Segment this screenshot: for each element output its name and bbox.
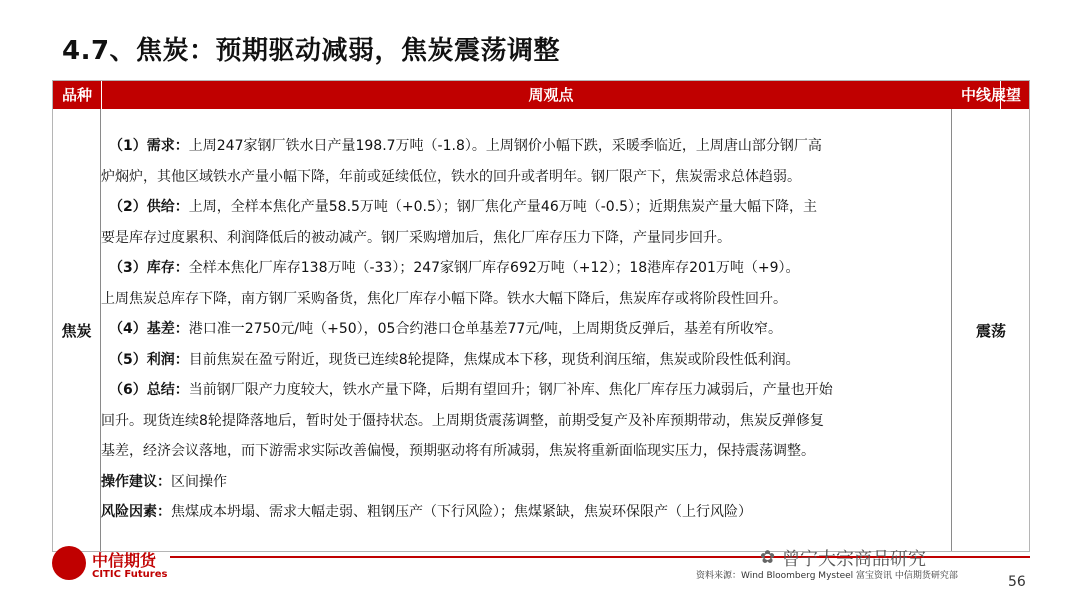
view-line	[101, 284, 949, 315]
logo-en-text: CITIC Futures	[92, 569, 168, 580]
header-variety: 品种	[61, 86, 92, 104]
view-line	[101, 467, 949, 498]
page-number: 56	[1008, 574, 1026, 590]
view-line	[101, 131, 949, 162]
line-text: 上周247家钢厂铁水日产量198.7万吨（-1.8）。上周钢价小幅下跌，采暖季临近，上周唐山部分钢厂高	[188, 138, 822, 154]
weekly-view-content	[101, 131, 949, 528]
line-text: 全样本焦化厂库存138万吨（-33）；247家钢厂库存692万吨（+12）；18港库存201万吨（+9）。	[188, 260, 800, 276]
line-text: 炉焖炉，其他区域铁水产量小幅下降，年前或延续低位，铁水的回升或者明年。钢厂限产下，焦炭需求总体趋弱。	[101, 168, 801, 185]
citic-logo-icon	[52, 546, 86, 580]
line-label: （5）利润：	[109, 351, 189, 368]
line-text: 上周，全样本焦化产量58.5万吨（+0.5）；钢厂焦化产量46万吨（-0.5）；近期焦炭产量大幅下降，主	[188, 199, 818, 215]
line-label: （2）供给：	[109, 199, 189, 215]
line-label: （6）总结：	[109, 382, 189, 398]
view-table	[52, 80, 1030, 552]
line-text: 基差，经济会议落地，而下游需求实际改善偏慢，预期驱动将有所减弱，焦炭将重新面临现实压力，保持震荡调整。	[101, 443, 815, 459]
line-label: （3）库存：	[109, 260, 189, 276]
column-divider	[951, 109, 952, 551]
line-text: 上周焦炭总库存下降，南方钢厂采购备货，焦化厂库存小幅下降。铁水大幅下降后，焦炭库存或将阶段性回升。	[101, 290, 787, 307]
line-text: 要是库存过度累积、利润降低后的被动减产。钢厂采购增加后，焦化厂库存压力下降，产量同步回升。	[101, 229, 731, 246]
line-text: 港口准一2750元/吨（+50），05合约港口仓单基差77元/吨，上周期货反弹后，基差有所收窄。	[188, 321, 782, 337]
watermark-text: 曾宁大宗商品研究	[782, 549, 926, 570]
table-header	[53, 81, 1029, 109]
header-midterm-outlook: 中线展望	[960, 86, 1021, 104]
logo-cn-text: 中信期货	[92, 551, 157, 570]
line-label: （1）需求：	[109, 138, 189, 154]
line-text: 焦煤成本坍塌、需求大幅走弱、粗钢压产（下行风险）；焦煤紧缺，焦炭环保限产（上行风险）	[171, 504, 752, 520]
view-line	[101, 223, 949, 254]
data-source: 资料来源：Wind Bloomberg Mysteel 富宝资讯 中信期货研究部	[696, 571, 958, 581]
line-text: 回升。现货连续8轮提降落地后，暂时处于僵持状态。上周期货震荡调整，前期受复产及补库预期带动，焦炭反弹修复	[101, 412, 824, 429]
view-line	[101, 497, 949, 528]
view-line	[101, 314, 949, 345]
view-line	[101, 162, 949, 193]
view-line	[101, 436, 949, 467]
view-line	[101, 253, 949, 284]
line-text: 区间操作	[171, 473, 227, 490]
line-label: （4）基差：	[109, 321, 189, 337]
variety-cell: 焦炭	[61, 321, 92, 340]
view-line	[101, 192, 949, 223]
outlook-cell: 震荡	[975, 321, 1006, 340]
view-line	[101, 406, 949, 437]
header-weekly-view: 周观点	[101, 81, 1001, 109]
line-text: 当前钢厂限产力度较大，铁水产量下降，后期有望回升；钢厂补库、焦化厂库存压力减弱后，产量也开始	[188, 382, 833, 398]
line-text: 目前焦炭在盈亏附近，现货已连续8轮提降，焦煤成本下移，现货利润压缩，焦炭或阶段性低利润。	[188, 351, 800, 368]
line-label: 操作建议：	[101, 473, 171, 490]
view-line	[101, 345, 949, 376]
wechat-icon: ✿	[760, 547, 776, 568]
line-label: 风险因素：	[101, 504, 171, 520]
page-title: 4.7、焦炭：预期驱动减弱，焦炭震荡调整	[62, 36, 561, 66]
view-line	[101, 375, 949, 406]
citic-futures-logo	[52, 542, 212, 592]
